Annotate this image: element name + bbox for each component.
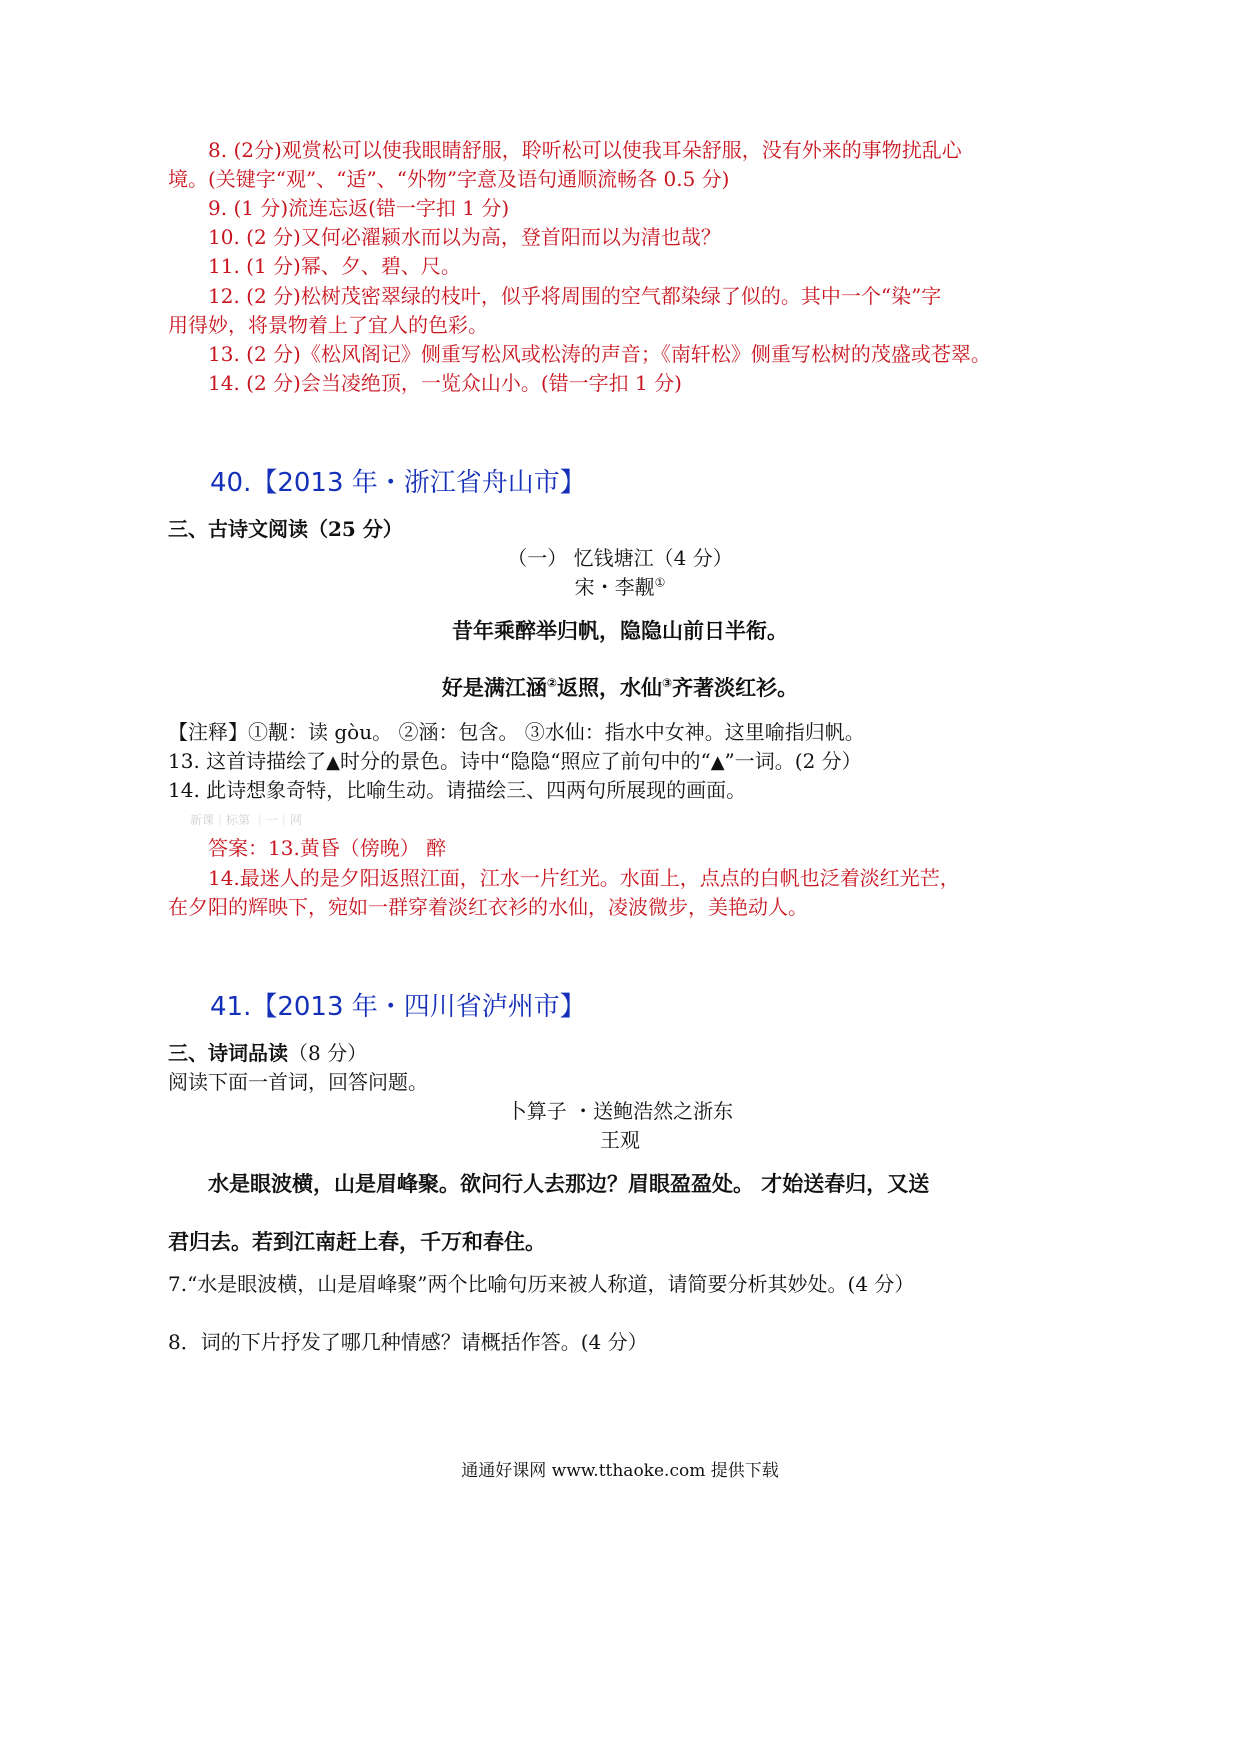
watermark: 新课｜标第 ｜一｜网	[190, 813, 302, 827]
part-title-41	[168, 1039, 367, 1067]
answer-line-8: 8. (2分)观赏松可以使我眼睛舒服，聆听松可以使我耳朵舒服，没有外来的事物扰乱心	[208, 138, 962, 162]
page-footer: 通通好课网 www.tthaoke.com 提供下载	[461, 1461, 779, 1481]
question-13-40	[168, 747, 862, 777]
poem-line-1-40: 昔年乘醉举归帆，隐隐山前日半衔。	[452, 619, 788, 643]
poem-note-mark-3: ③	[662, 676, 673, 690]
instruction-41: 阅读下面一首词，回答问题。	[168, 1070, 428, 1094]
answer-14-40: 14.最迷人的是夕阳返照江面，江水一片红光。水面上，点点的白帆也泛着淡红光芒，	[208, 866, 960, 890]
question-14-40: 14. 此诗想象奇特，比喻生动。请描绘三、四两句所展现的画面。	[168, 778, 747, 802]
poem-line-2-41: 君归去。若到江南赶上春，千万和春住。	[168, 1230, 546, 1254]
triangle-blank-icon: ▲	[326, 752, 341, 773]
part-title-40: 三、古诗文阅读（25 分）	[168, 517, 403, 541]
question-7-41: 7.“水是眼波横，山是眉峰聚”两个比喻句历来被人称道，请简要分析其妙处。(4 分）	[168, 1272, 915, 1296]
notes-40: 【注释】①觏：读 gòu。 ②涵：包含。 ③水仙：指水中女神。这里喻指归帆。	[168, 720, 865, 744]
section-heading-41: 41.【2013 年・四川省泸州市】	[210, 992, 586, 1022]
part-title-41-score: （8 分）	[288, 1041, 368, 1065]
answer-line-8-cont: 境。(关键字“观”、“适”、“外物”字意及语句通顺流畅各 0.5 分)	[168, 167, 730, 191]
q13-text-c: ”一词。(2 分）	[724, 749, 862, 773]
part-title-41-text: 三、诗词品读	[168, 1041, 288, 1065]
answer-13-40: 答案：13.黄昏（傍晚） 醉	[208, 836, 447, 860]
poem-line-2-part-c: 齐著淡红衫。	[672, 676, 799, 700]
answer-line-10: 10. (2 分)又何必濯颍水而以为高，登首阳而以为清也哉？	[208, 225, 721, 249]
poem-title-40: （一） 忆钱塘江（4 分）	[507, 546, 733, 570]
answer-line-9: 9. (1 分)流连忘返(错一字扣 1 分)	[208, 196, 510, 220]
poem-note-mark-2: ②	[546, 676, 557, 690]
answer-line-12: 12. (2 分)松树茂密翠绿的枝叶，似乎将周围的空气都染绿了似的。其中一个“染”字	[208, 284, 942, 308]
poem-line-2-40	[0, 674, 1240, 702]
triangle-blank-icon: ▲	[710, 752, 725, 773]
answer-line-14: 14. (2 分)会当凌绝顶，一览众山小。(错一字扣 1 分)	[208, 371, 682, 395]
poem-author-41: 王观	[600, 1128, 640, 1152]
poem-author-note-mark: ①	[654, 575, 666, 590]
poem-line-2-part-a: 好是满江涵	[441, 676, 547, 700]
answer-14-40-cont: 在夕阳的辉映下，宛如一群穿着淡红衣衫的水仙，凌波微步，美艳动人。	[168, 895, 808, 919]
answer-line-11: 11. (1 分)幂、夕、碧、尺。	[208, 254, 461, 278]
poem-author-40	[0, 573, 1240, 601]
poem-line-2-part-b: 返照，水仙	[557, 676, 662, 700]
q13-text-b: 时分的景色。诗中“隐隐“照应了前句中的“	[340, 749, 711, 773]
poem-title-41: 卜算子 ・送鲍浩然之浙东	[506, 1099, 734, 1123]
section-heading-40: 40.【2013 年・浙江省舟山市】	[210, 468, 586, 498]
q13-text-a: 13. 这首诗描绘了	[168, 749, 327, 773]
answer-line-13: 13. (2 分)《松风阁记》侧重写松风或松涛的声音；《南轩松》侧重写松树的茂盛或苍翠。	[208, 342, 991, 366]
question-8-41: 8．词的下片抒发了哪几种情感？请概括作答。(4 分）	[168, 1330, 648, 1354]
poem-line-1-41: 水是眼波横，山是眉峰聚。欲问行人去那边？眉眼盈盈处。 才始送春归，又送	[208, 1172, 930, 1196]
answer-line-12-cont: 用得妙，将景物着上了宜人的色彩。	[168, 313, 488, 337]
poem-author-name: 宋・李觏	[574, 575, 655, 599]
